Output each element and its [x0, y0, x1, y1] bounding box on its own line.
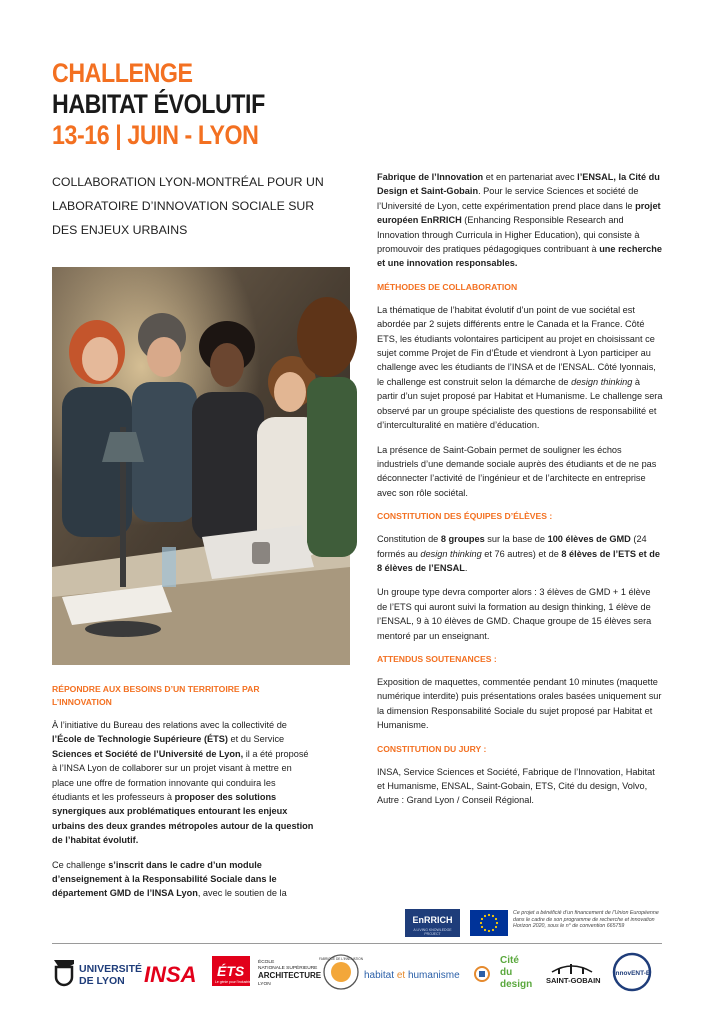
eu-funding-text: Ce projet a bénéficié d’un financement de l’Union Européenne dans le cadre de son programme de recherche et innovation Horizon 2020, sous le n° de convention 665759 — [513, 910, 659, 930]
paragraph-groupe-type: Un groupe type devra comporter alors : 3 élèves de GMD + 1 élève de l’ETS qui auront suivi la formation au design thinking, 1 élève de l’ENSAL, 9 à 10 élèves de GMD. Chaque groupe de 15 élèves sera mentoré par un enseignant. — [377, 587, 652, 641]
partner-logos — [52, 952, 672, 992]
title-line-habitat: HABITAT ÉVOLUTIF — [52, 89, 265, 119]
section-heading-methodes: MÉTHODES DE COLLABORATION — [377, 281, 518, 292]
insa-logo — [144, 952, 198, 992]
svg-text:design: design — [500, 979, 533, 990]
fabrique-innovation-logo — [318, 952, 364, 992]
ensal-logo — [258, 952, 324, 992]
svg-text:LYON: LYON — [258, 982, 271, 987]
svg-text:INSA: INSA — [144, 962, 197, 987]
enrrich-logo: EnRRICH A LIVING KNOWLEDGE PROJECT — [405, 909, 460, 937]
svg-text:InnovENT-E: InnovENT-E — [613, 970, 651, 977]
svg-text:ARCHITECTURE: ARCHITECTURE — [258, 971, 322, 980]
ets-logo — [212, 952, 250, 992]
saint-gobain-logo — [544, 952, 600, 992]
section-heading-equipes: CONSTITUTION DES ÉQUIPES D’ÉLÈVES : — [377, 511, 553, 522]
eu-flag-icon — [470, 910, 508, 936]
svg-text:Le génie pour l'industrie: Le génie pour l'industrie — [215, 980, 251, 984]
innovent-e-logo — [606, 952, 658, 992]
team-photo — [52, 267, 350, 665]
footer-divider — [52, 943, 662, 944]
funding-block — [405, 909, 667, 937]
svg-text:habitat et humanisme: habitat et humanisme — [364, 970, 460, 981]
paragraph-jury: INSA, Service Sciences et Société, Fabrique de l’Innovation, Habitat et Humanisme, ENSAL, Saint-Gobain, ETS, Cité du design, Volvo, Autre : Grand Lyon / Conseil Régional. — [377, 766, 655, 806]
svg-text:UNIVERSITÉ: UNIVERSITÉ — [79, 963, 143, 975]
left-column — [52, 683, 314, 911]
right-column — [377, 170, 663, 818]
svg-text:NATIONALE SUPÉRIEURE: NATIONALE SUPÉRIEURE — [258, 966, 318, 971]
subtitle: COLLABORATION LYON-MONTRÉAL POUR UN LABORATOIRE D’INNOVATION SOCIALE SUR DES ENJEUX URBAINS — [52, 175, 324, 237]
svg-text:ÉTS: ÉTS — [217, 963, 245, 979]
page-title — [52, 58, 265, 151]
svg-text:SAINT-GOBAIN: SAINT-GOBAIN — [546, 976, 601, 985]
paragraph-initiative: À l’initiative du Bureau des relations avec la collectivité de l’École de Technologie Supérieure (ÉTS) et du Service Sciences et Société de l’Université de Lyon, il a été proposé à l’INSA Lyon de collaborer sur un projet visant à mettre en place une offre de formation innovante qui conduira les étudiants et les professeurs à proposer des solutions synergiques aux problématiques entourant les enjeux urbains des deux grandes métropoles autour de la question de l’habitat évolutif. — [52, 720, 314, 846]
svg-text:ÉCOLE: ÉCOLE — [258, 960, 275, 965]
svg-text:du: du — [500, 967, 513, 978]
svg-text:FABRIQUE DE L'INNOVATION: FABRIQUE DE L'INNOVATION — [318, 957, 364, 961]
paragraph-groupes: Constitution de 8 groupes sur la base de 100 élèves de GMD (24 formés au design thinking et 76 autres) et de 8 élèves de l’ETS et de 8 élèves de l’ENSAL. — [377, 534, 660, 573]
paragraph-challenge: Ce challenge s’inscrit dans le cadre d’un module d’enseignement à la Responsabilité Sociale dans le département GMD de l’INSA Lyon, avec le soutien de la — [52, 859, 287, 899]
section-heading-soutenances: ATTENDUS SOUTENANCES : — [377, 653, 497, 664]
section-heading-besoins: RÉPONDRE AUX BESOINS D’UN TERRITOIRE PAR L’INNOVATION — [52, 684, 260, 707]
universite-de-lyon-logo — [52, 952, 143, 992]
svg-text:DE LYON: DE LYON — [79, 975, 125, 987]
cite-du-design-logo — [498, 952, 538, 992]
section-heading-jury: CONSTITUTION DU JURY : — [377, 743, 487, 754]
habitat-humanisme-logo — [364, 952, 492, 992]
title-line-challenge: CHALLENGE — [52, 58, 193, 88]
paragraph-exposition: Exposition de maquettes, commentée pendant 10 minutes (maquette numérique interdite) puis présentations orales basées uniquement sur la dimension Responsabilité Sociale du sujet proposé par Habitat et Humanisme. — [377, 676, 662, 731]
paragraph-thematique: La thématique de l’habitat évolutif d’un point de vue sociétal est abordée par 2 sujets différents entre le Canada et la France. Côté ETS, les étudiants volontaires participent au projet en choisissant ce sujet comme Projet de Fin d’Étude et viendront à Lyon participer au challenge avec les étudiants de l’INSA et de l’ENSAL. Côté lyonnais, le challenge est construit selon la démarche de design thinking à partir d’un sujet proposé par Habitat et Humanisme. Le challenge sera observé par un groupe spécialiste des questions de responsabilité et d’interculturalité en matière d’éducation. — [377, 304, 663, 431]
enrrich-tagline: A LIVING KNOWLEDGE PROJECT — [413, 928, 452, 936]
paragraph-saint-gobain: La présence de Saint-Gobain permet de souligner les échos industriels d’une demande sociale auprès des étudiants et de ne pas déconnecter l’activité de l’ingénieur et de l’architecte en entreprise avec son rôle sociétal. — [377, 444, 657, 498]
title-line-dates: 13-16 | JUIN - LYON — [52, 120, 259, 150]
svg-text:Cité: Cité — [500, 955, 519, 966]
paragraph-fabrique: Fabrique de l’Innovation et en partenariat avec l’ENSAL, la Cité du Design et Saint-Gobain. Pour le service Sciences et société de l’Université de Lyon, cette expérimentation prend place dans le projet européen EnRRICH (Enhancing Responsible Research and Innovation through Curricula in Higher Education), qui consiste à promouvoir des pratiques pédagogiques contribuant à une recherche et une innovation responsables. — [377, 172, 662, 269]
